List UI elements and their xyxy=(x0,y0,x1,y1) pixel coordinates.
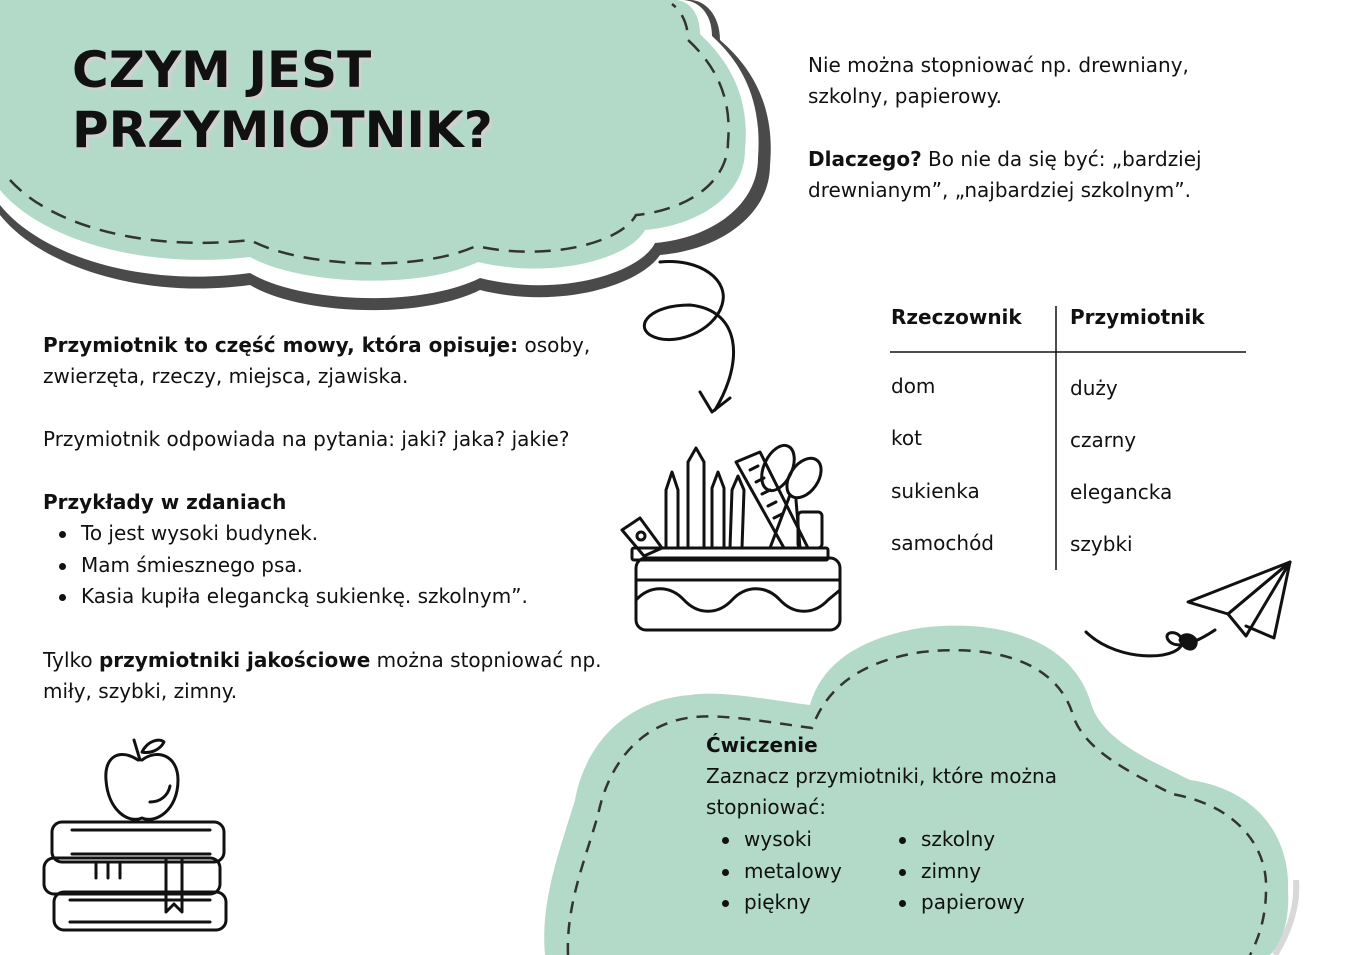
exercise-option: piękny xyxy=(744,887,842,919)
non-gradable-note xyxy=(808,50,1189,112)
definition-text-1: osoby, xyxy=(518,333,591,357)
exercise-heading: Ćwiczenie xyxy=(706,733,818,757)
exercise-line-2: stopniować: xyxy=(706,795,827,819)
gradable-bold: przymiotniki jakościowe xyxy=(98,648,371,672)
why-note xyxy=(808,144,1202,206)
why-text-2: drewnianym”, „najbardziej szkolnym”. xyxy=(808,178,1191,202)
table-cell-noun: kot xyxy=(891,426,922,450)
exercise-section xyxy=(706,730,1057,823)
definition-text-2: zwierzęta, rzeczy, miejsca, zjawiska. xyxy=(43,364,409,388)
definition xyxy=(43,330,590,392)
gradable-line-2: miły, szybki, zimny. xyxy=(43,679,238,703)
title-line-2: PRZYMIOTNIK? xyxy=(72,101,493,159)
table-cell-noun: samochód xyxy=(891,531,994,555)
table-cell-noun: dom xyxy=(891,374,936,398)
table-cell-adjective: czarny xyxy=(1070,428,1137,452)
exercise-list-col-1 xyxy=(706,824,842,919)
why-label: Dlaczego? xyxy=(808,147,922,171)
paper-plane-icon xyxy=(1086,562,1290,656)
list-item: Mam śmiesznego psa. xyxy=(81,550,528,582)
table-cell-noun: sukienka xyxy=(891,479,980,503)
exercise-option: szkolny xyxy=(921,824,1025,856)
gradable-post: można stopniować np. xyxy=(370,648,602,672)
why-text-1: Bo nie da się być: „bardziej xyxy=(921,147,1202,171)
definition-bold: Przymiotnik to część mowy, która opisuje: xyxy=(43,333,519,357)
exercise-option: metalowy xyxy=(744,856,842,888)
curly-arrow-icon xyxy=(644,262,733,412)
table-cell-adjective: duży xyxy=(1070,376,1118,400)
question-line: Przymiotnik odpowiada na pytania: jaki? jaka? jakie? xyxy=(43,427,570,451)
table-header-noun: Rzeczownik xyxy=(891,305,1022,329)
apple-books-icon xyxy=(44,740,226,930)
non-gradable-line-2: szkolny, papierowy. xyxy=(808,84,1003,108)
pencil-holder-icon xyxy=(622,440,840,630)
list-item: Kasia kupiła elegancką sukienkę. szkolnym”. xyxy=(81,581,528,613)
gradable-pre: Tylko xyxy=(43,648,99,672)
exercise-line-1: Zaznacz przymiotniki, które można xyxy=(706,764,1057,788)
table-cell-adjective: elegancka xyxy=(1070,480,1173,504)
table-cell-adjective: szybki xyxy=(1070,532,1133,556)
table-header-adjective: Przymiotnik xyxy=(1070,305,1205,329)
exercise-list-col-2 xyxy=(883,824,1025,919)
examples-section xyxy=(43,487,528,613)
list-item: To jest wysoki budynek. xyxy=(81,518,528,550)
exercise-option: zimny xyxy=(921,856,1025,888)
title-line-1: CZYM JEST xyxy=(72,41,372,99)
non-gradable-line-1: Nie można stopniować np. drewniany, xyxy=(808,53,1189,77)
exercise-option: wysoki xyxy=(744,824,842,856)
examples-list xyxy=(43,518,528,613)
exercise-option: papierowy xyxy=(921,887,1025,919)
gradable-note xyxy=(43,645,602,707)
examples-heading: Przykłady w zdaniach xyxy=(43,490,287,514)
page-title xyxy=(72,40,493,160)
